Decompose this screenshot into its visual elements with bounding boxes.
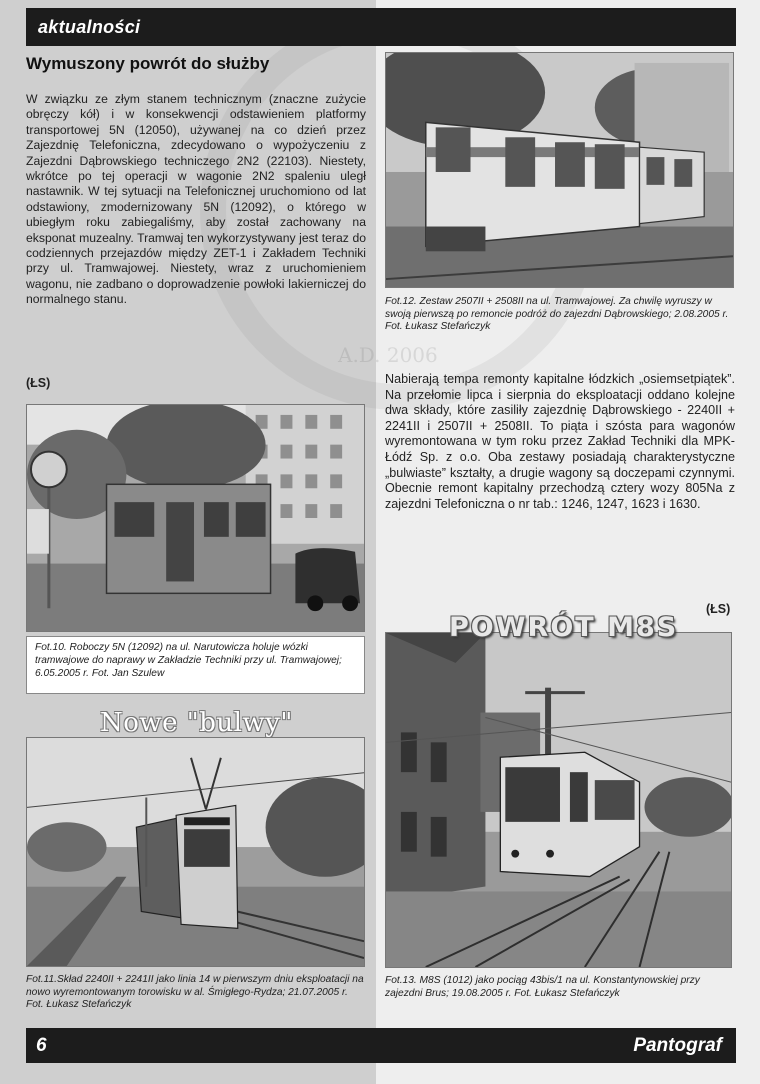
caption-fot12: Fot.12. Zestaw 2507II + 2508II na ul. Tramwajowej. Za chwilę wyruszy w swoją pierwszą po remoncie podróż do zajezdni Dąbrowskiego; 2.08.2005 r. Fot. Łukasz Stefańczyk xyxy=(385,296,729,333)
watermark-text: A.D. 2006 xyxy=(338,343,438,367)
photo-fot12 xyxy=(385,52,734,288)
overlay-title-powrot-m8s: POWRÓT M8S xyxy=(449,612,679,643)
section-label: aktualności xyxy=(38,16,141,37)
page-number: 6 xyxy=(36,1034,47,1056)
caption-fot11: Fot.11.Skład 2240II + 2241II jako linia 14 w pierwszym dniu eksploatacji na nowo wyremontowanym torowisku w al. Śmigłego-Rydza; 21.07.2005 r. Fot. Łukasz Stefańczyk xyxy=(26,974,364,1011)
overlay-title-nowe-bulwy: Nowe "bulwy" xyxy=(100,708,293,738)
caption-fot13: Fot.13. M8S (1012) jako pociąg 43bis/1 na ul. Konstantynowskiej przy zajezdni Brus; 19.08.2005 r. Fot. Łukasz Stefańczyk xyxy=(385,975,700,999)
article-title: Wymuszony powrót do służby xyxy=(26,54,270,73)
photo-fot10 xyxy=(26,404,365,632)
section-header xyxy=(26,8,736,46)
caption-fot10: Fot.10. Roboczy 5N (12092) na ul. Narutowicza holuje wózki tramwajowe do naprawy w Zakładzie Techniki przy ul. Tramwajowej; 6.05.2005 r. Fot. Jan Szulew xyxy=(26,636,365,694)
page-footer xyxy=(26,1028,736,1063)
photo-fot11 xyxy=(26,737,365,967)
photo-fot13 xyxy=(385,632,732,968)
article2-body: Nabierają tempa remonty kapitalne łódzkich „osiemsetpiątek”. Na przełomie lipca i sierpnia do eksploatacji oddano kolejne dwa składy, które zasiliły zajezdnię Dąbrowskiego - 2240II + 2241II i 2507II + 2508II. To piąta i szósta para wagonów wyremontowana w tym roku przez Zakład Techniki dla MPK-Łódź Sp. z o.o. Oba zestawy posiadają charakterystyczne „bulwiaste” kształty, a drugie wagony są doczepami czynnymi. Obecnie remont kapitalny przechodzą cztery wozy 805Na z zajezdni Telefoniczna o nr tab.: 1246, 1247, 1623 i 1630. xyxy=(385,372,735,511)
article-signature: (ŁS) xyxy=(26,376,51,390)
magazine-name: Pantograf xyxy=(633,1034,722,1056)
article2-signature: (ŁS) xyxy=(706,602,731,616)
article-body: W związku ze złym stanem technicznym (znaczne zużycie obręczy kół) i w konsekwencji odstawieniem platformy transportowej 5N (12050), używanej na co dzień przez Zajezdnię Telefoniczna, zdecydowano o wypożyczeniu z Zajezdni Dąbrowskiego techniczego 2N2 (22103). Niestety, wkrótce po tej operacji w wagonie 2N2 spaleniu uległ nastawnik. W tej sytuacji na Telefonicznej uruchomiono od lat odstawiony, zmodernizowany 5N (12092), o którego w ubiegłym roku zabiegaliśmy, aby został zachowany na eksponat muzealny. Tramwaj ten wykorzystywany jest teraz do codziennych przejazdów między ZET-1 i Zakładem Techniki przy ul. Tramwajowej. Niestety, wraz z uruchomieniem wagonu, nie zadbano o doprowadzenie powłoki lakierniczej do normalnego stanu. xyxy=(26,92,366,307)
